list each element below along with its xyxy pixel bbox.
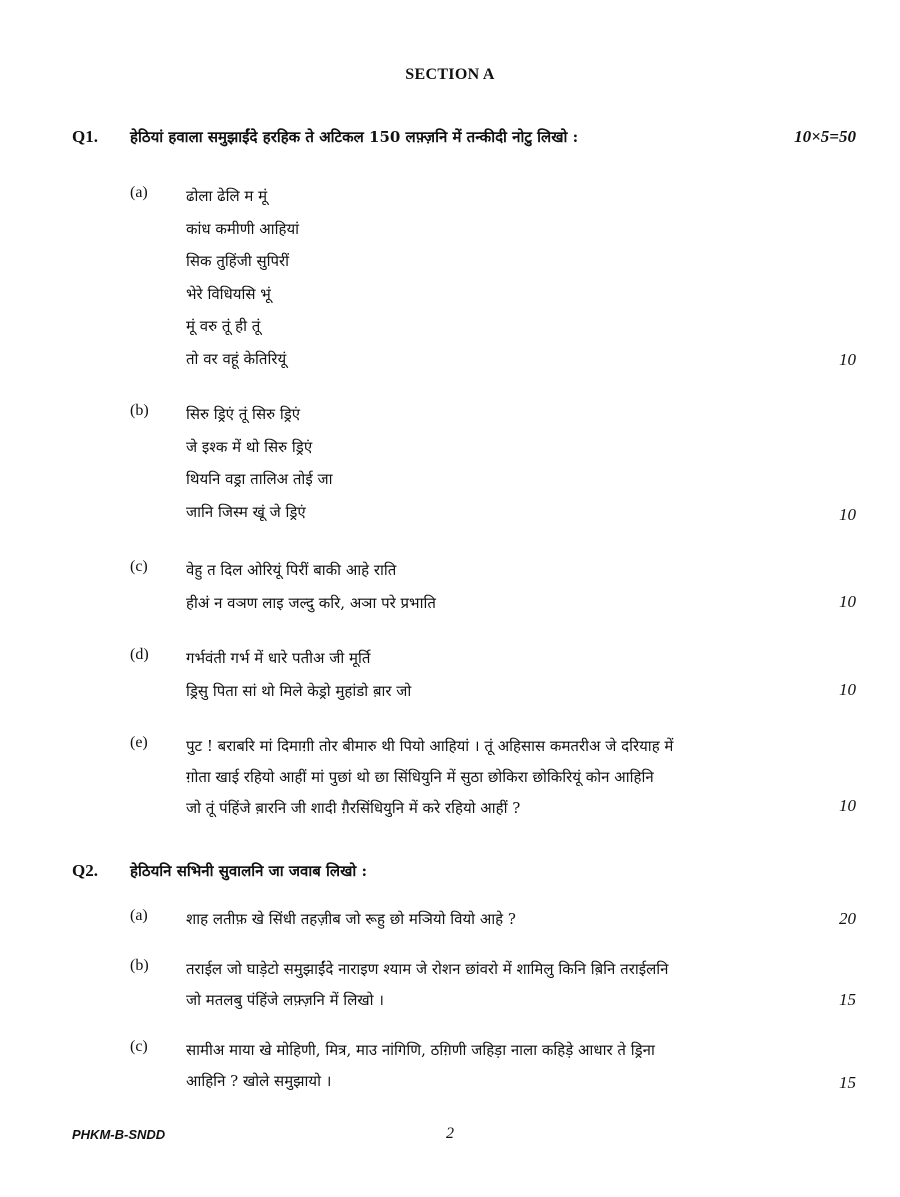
question-1-text: हेठियां हवाला समुझाईंदे हरहिक ते अटिकल 150 लफ़्ज़नि में तन्कीदी नोटु लिखो : <box>130 128 579 146</box>
item-marks: 15 <box>839 1073 856 1092</box>
item-label: (d) <box>130 646 149 663</box>
verse-lines <box>186 558 806 623</box>
verse-line: गर्भवंती गर्भ में धारे पतीअ जी मूर्ति <box>186 649 371 667</box>
prose-line: पुट ! बराबरि मां दिमाग़ी तोर बीमारु थी पियो आहियां । तूं अहिसास कमतरीअ जे दरियाह में <box>186 737 674 755</box>
item-marks: 20 <box>839 909 856 928</box>
item-marks: 15 <box>839 990 856 1009</box>
verse-line: कांध कमीणी आहियां <box>186 219 300 238</box>
item-marks: 10 <box>839 505 856 524</box>
item-marks: 10 <box>839 592 856 611</box>
prose-line: जो तूं पंहिंजे ब़ारनि जी शादी ग़ैरसिंधियुनि में करे रहियो आहीं ? <box>186 799 521 817</box>
item-marks: 10 <box>839 796 856 815</box>
item-label: (a) <box>130 907 148 924</box>
prose-lines <box>186 957 806 1019</box>
section-title: SECTION A <box>405 66 495 83</box>
prose-line: शाह लतीफ़ खे सिंधी तहज़ीब जो रूहु छो मञियो वियो आहे ? <box>186 910 516 928</box>
item-label: (c) <box>130 1038 148 1055</box>
paper-code: PHKM-B-SNDD <box>72 1127 166 1142</box>
verse-lines <box>186 646 806 711</box>
prose-line: आहिनि ? खोले समुझायो । <box>186 1072 332 1090</box>
item-marks: 10 <box>839 350 856 369</box>
verse-lines <box>186 402 806 532</box>
prose-line: तराईल जो घाड़ेटो समुझाईंदे नाराइण श्याम जे रोशन छांवरो में शामिलु किनि ब़िनि तराईलनि <box>186 960 669 978</box>
verse-line: जानि जिस्म खूं जे ड्रिएं <box>186 502 306 521</box>
question-1-marks: 10×5=50 <box>794 127 856 146</box>
prose-line: सामीअ माया खे मोहिणी, मित्र, माउ नांगिणि, ठग़िणी जहिड़ा नाला कहिड़े आधार ते ड्रिना <box>186 1041 655 1059</box>
item-label: (b) <box>130 957 149 974</box>
verse-line: ढोला ढेलि म मूं <box>186 187 268 205</box>
verse-line: मूं वरु तूं ही तूं <box>186 317 261 335</box>
prose-line: जो मतलबु पंहिंजे लफ़्ज़नि में लिखो । <box>186 991 384 1009</box>
item-marks: 10 <box>839 680 856 699</box>
item-label: (b) <box>130 402 149 419</box>
item-label: (e) <box>130 734 148 751</box>
verse-line: जे इश्क में थो सिरु ड्रिएं <box>186 437 313 456</box>
verse-lines <box>186 184 806 379</box>
prose-lines <box>186 1038 806 1100</box>
verse-line: भेरे विधियसि भूं <box>186 284 271 303</box>
item-label: (c) <box>130 558 148 575</box>
page-number: 2 <box>446 1125 454 1142</box>
verse-line: तो वर वहूं केतिरियूं <box>186 349 287 368</box>
verse-line: वेहु त दिल ओरियूं पिरीं बाकी आहे राति <box>186 561 397 579</box>
question-2-number: Q2. <box>72 861 98 880</box>
prose-lines <box>186 907 806 938</box>
question-1-number: Q1. <box>72 127 98 146</box>
verse-line: सिक तुहिंजी सुपिरीं <box>186 252 290 270</box>
item-label: (a) <box>130 184 148 201</box>
verse-line: हीअं न वञण लाइ जल्दु करि, अञा परे प्रभाति <box>186 593 436 612</box>
verse-line: सिरु ड्रिएं तूं सिरु ड्रिएं <box>186 405 301 423</box>
verse-line: ड्रिसु पिता सां थो मिले केड्रो मुहांडो ब़ार जो <box>186 681 412 700</box>
question-2-text: हेठियनि सभिनी सुवालनि जा जवाब लिखो : <box>130 862 368 880</box>
prose-line: ग़ोता खाई रहियो आहीं मां पुछां थो छा सिंधियुनि में सुठा छोकिरा छोकिरियूं कोन आहिनि <box>186 768 654 786</box>
prose-lines <box>186 734 806 827</box>
verse-line: थियनि वड्रा तालिअ तोई जा <box>186 470 333 488</box>
